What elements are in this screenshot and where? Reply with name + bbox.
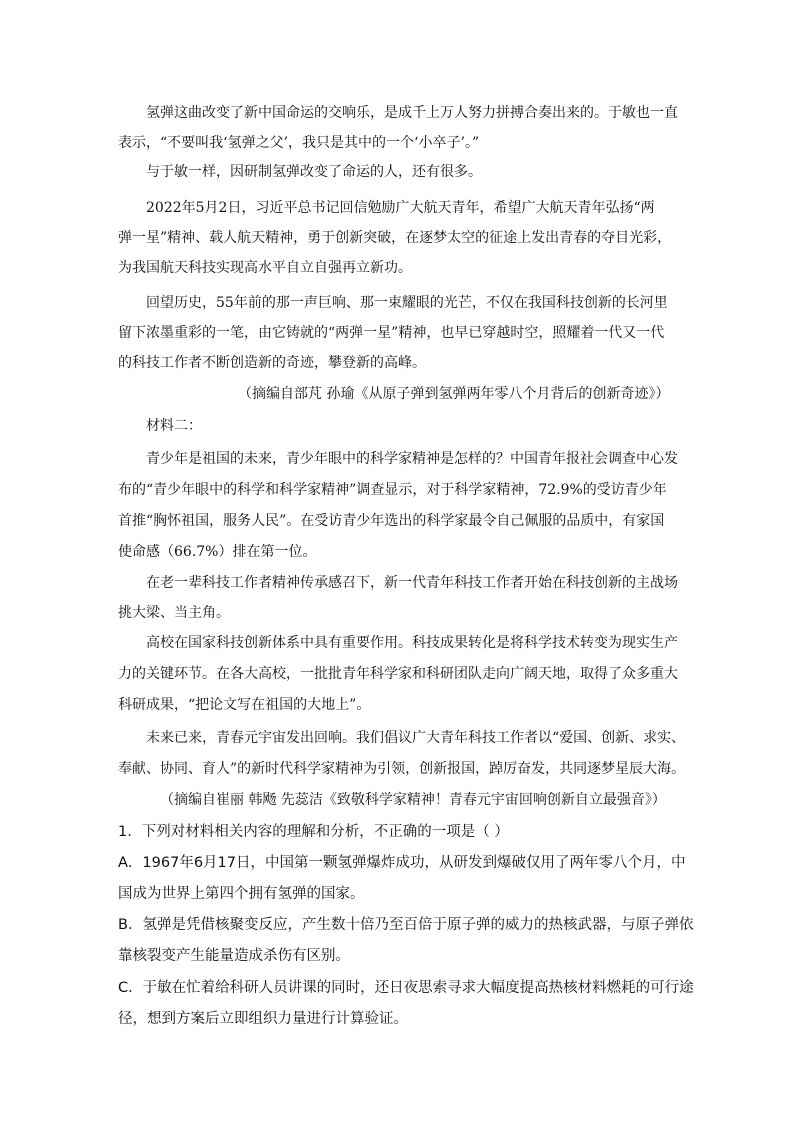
option-b: B．氢弹是凭借核聚变反应，产生数十倍乃至百倍于原子弹的威力的热核武器，与原子弹依 — [118, 917, 694, 933]
passage-line: 青少年是祖国的未来，青少年眼中的科学家精神是怎样的？中国青年报社会调查中心发 — [146, 451, 678, 467]
passage-line: 未来已来，青春元宇宙发出回响。我们倡议广大青年科技工作者以“爱国、创新、求实、 — [146, 730, 686, 746]
passage-line: 力的关键环节。在各大高校，一批批青年科学家和科研团队走向广阔天地，取得了众多重大 — [118, 666, 678, 682]
source-citation: （摘编自崔丽 韩飏 先蕊洁《致敬科学家精神！青春元宇宙回响创新自立最强音》） — [160, 792, 666, 808]
passage-line: 布的“青少年眼中的科学和科学家精神”调查显示，对于科学家精神，72.9%的受访青少年 — [118, 482, 667, 498]
passage-line: 奉献、协同、育人”的新时代科学家精神为引领，创新报国，踔厉奋发，共同逐梦星辰大海。 — [118, 761, 686, 777]
option-a: A．1967年6月17日，中国第一颗氢弹爆炸成功，从研发到爆破仅用了两年零八个月，中 — [118, 855, 686, 871]
passage-line: 弹一星”精神、载人航天精神，勇于创新突破，在逐梦太空的征途上发出青春的夺目光彩， — [118, 230, 672, 246]
passage-line: 高校在国家科技创新体系中具有重要作用。科技成果转化是将科学技术转变为现实生产 — [146, 635, 678, 651]
passage-line: 回望历史，55年前的那一声巨响、那一束耀眼的光芒，不仅在我国科技创新的长河里 — [146, 295, 668, 311]
passage-line: 为我国航天科技实现高水平自立自强再立新功。 — [118, 260, 412, 276]
passage-line: 科研成果，“把论文写在祖国的大地上”。 — [118, 697, 371, 713]
passage-line: 挑大梁、当主角。 — [118, 605, 230, 621]
passage-line: 与于敏一样，因研制氢弹改变了命运的人，还有很多。 — [146, 164, 482, 180]
option-c: C．于敏在忙着给科研人员讲课的同时，还日夜思索寻求大幅度提高热核材料燃耗的可行途 — [118, 980, 694, 996]
passage-line: 使命感（66.7%）排在第一位。 — [118, 544, 317, 560]
passage-line: 留下浓墨重彩的一笔，由它铸就的“两弹一星”精神，也早已穿越时空，照耀着一代又一代 — [118, 325, 665, 341]
passage-line: 2022年5月2日，习近平总书记回信勉励广大航天青年，希望广大航天青年弘扬“两 — [146, 200, 655, 216]
passage-line: 表示，“不要叫我‘氢弹之父’，我只是其中的一个‘小卒子’。” — [118, 135, 480, 151]
passage-line: 的科技工作者不断创造新的奇迹，攀登新的高峰。 — [118, 355, 426, 371]
source-citation: （摘编自部芃 孙瑜《从原子弹到氢弹两年零八个月背后的创新奇迹》） — [238, 386, 670, 402]
passage-line: 氢弹这曲改变了新中国命运的交响乐，是成千上万人努力拼搏合奏出来的。于敏也一直 — [146, 105, 678, 121]
passage-line: 首推“胸怀祖国，服务人民”。在受访青少年选出的科学家最令自己佩服的品质中，有家国 — [118, 513, 665, 529]
option-a: 国成为世界上第四个拥有氢弹的国家。 — [118, 886, 365, 902]
option-b: 靠核裂变产生能量造成杀伤有区别。 — [118, 948, 350, 964]
question-stem: 1．下列对材料相关内容的理解和分析，不正确的一项是（ ） — [118, 824, 509, 840]
section-heading: 材料二： — [146, 418, 202, 434]
passage-line: 在老一辈科技工作者精神传承感召下，新一代青年科技工作者开始在科技创新的主战场 — [146, 575, 678, 591]
option-c: 径，想到方案后立即组织力量进行计算验证。 — [118, 1011, 408, 1027]
